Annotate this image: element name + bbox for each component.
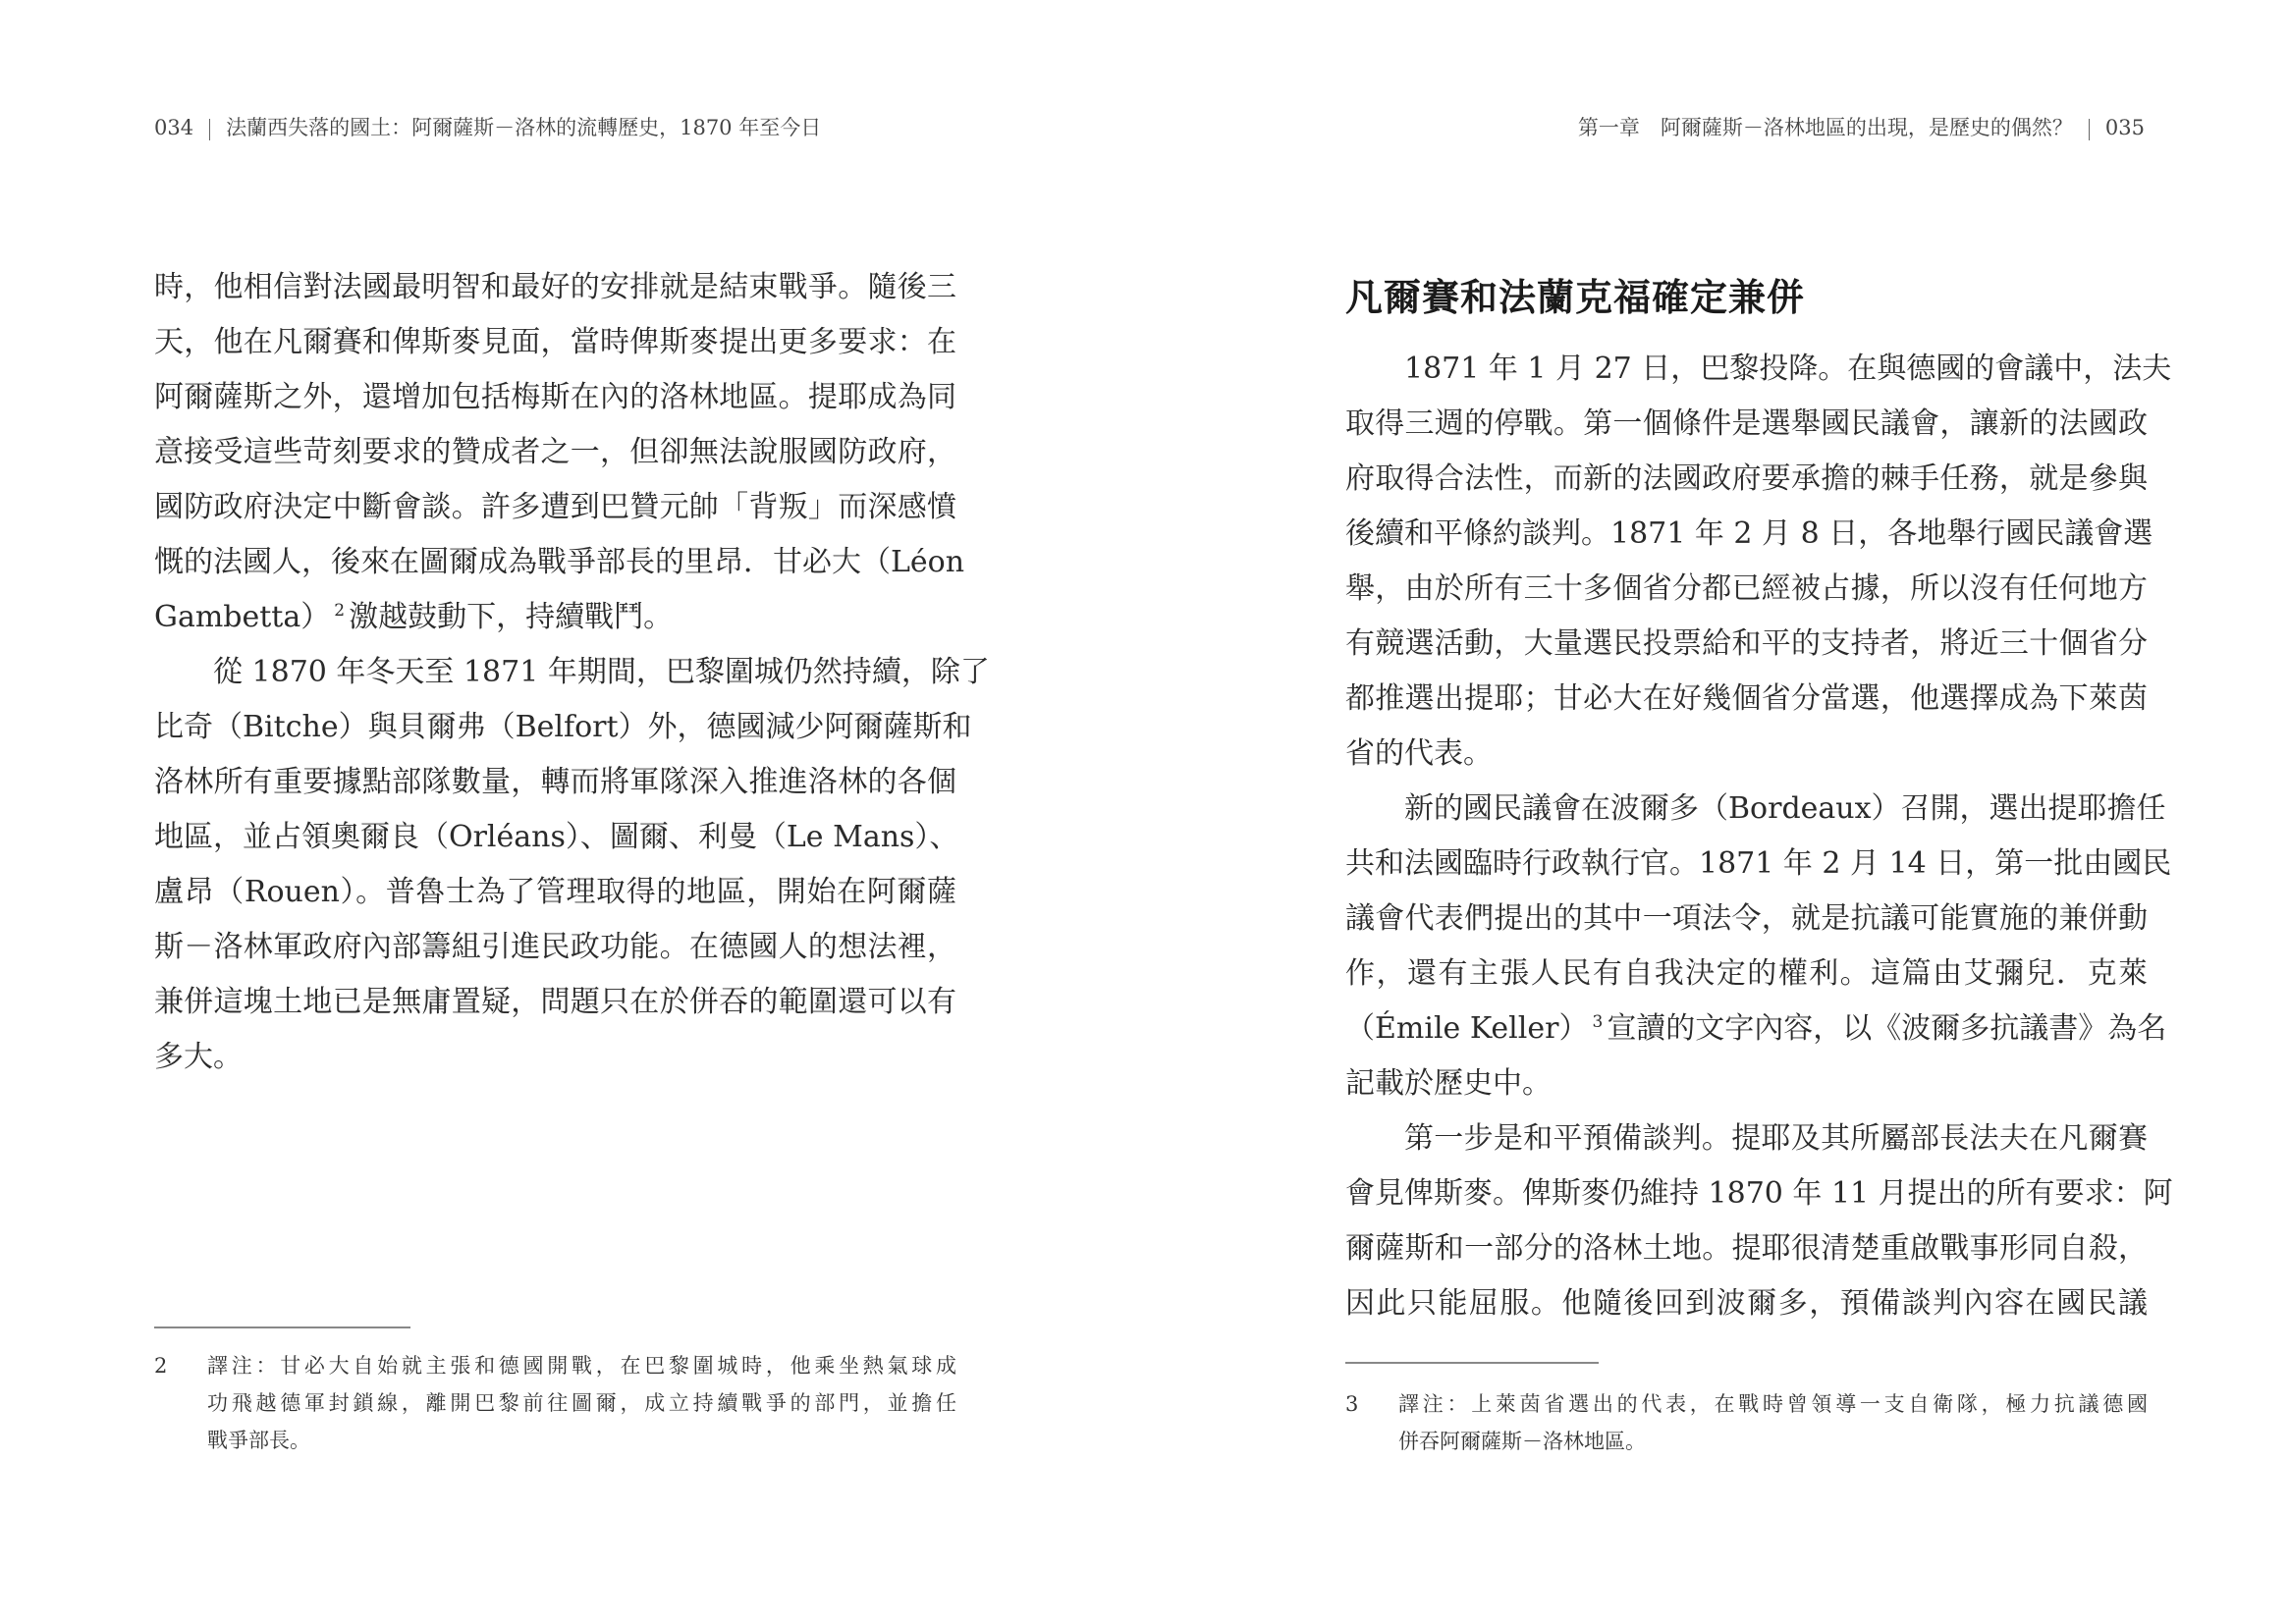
footnote-number: 2: [154, 1354, 168, 1378]
text-line: [1345, 837, 2172, 892]
footnote-reference: 3: [1592, 1012, 1604, 1032]
line-text: 比奇（Bitche）與貝爾弗（Belfort）外，德國減少阿爾薩斯和: [154, 710, 972, 744]
text-line: [154, 755, 956, 810]
right-page: [1145, 0, 2289, 1624]
text-line: [1345, 1276, 2148, 1331]
footnote-line: 功飛越德軍封鎖線，離開巴黎前往圖爾，成立持續戰爭的部門，並擔任: [207, 1391, 956, 1415]
line-text: 慨的法國人，後來在圖爾成為戰爭部長的里昂．甘必大（Léon: [154, 545, 965, 579]
text-line: [154, 1030, 956, 1085]
footnote-rule: [1345, 1362, 1599, 1364]
line-text: 洛林所有重要據點部隊數量，轉而將軍隊深入推進洛林的各個: [154, 765, 956, 799]
text-line: [1345, 1056, 2148, 1111]
footnote: [154, 1347, 956, 1459]
line-text: 新的國民議會在波爾多（Bordeaux）召開，選出提耶擔任: [1404, 791, 2166, 826]
body-text: [1345, 342, 2173, 1331]
text-line: [1345, 727, 2148, 782]
line-text: 激越鼓動下，持續戰鬥。: [349, 600, 674, 634]
line-text: 1871 年 1 月 27 日，巴黎投降。在與德國的會議中，法夫: [1404, 352, 2172, 386]
text-line: [154, 975, 956, 1030]
text-line: [1345, 452, 2148, 507]
running-header: [154, 114, 821, 141]
line-text: 後續和平條約談判。1871 年 2 月 8 日，各地舉行國民議會選: [1345, 516, 2153, 551]
footnote-line: 戰爭部長。: [207, 1429, 310, 1452]
text-line: [154, 260, 956, 315]
text-line: [1345, 947, 2148, 1001]
text-line: [1345, 892, 2148, 947]
line-text: 會見俾斯麥。俾斯麥仍維持 1870 年 11 月提出的所有要求：阿: [1345, 1176, 2173, 1211]
line-text: 有競選活動，大量選民投票給和平的支持者，將近三十個省分: [1345, 626, 2148, 661]
footnote-rule: [154, 1326, 410, 1328]
line-text: 盧昂（Rouen）。普魯士為了管理取得的地區，開始在阿爾薩: [154, 875, 956, 909]
page-number: 034: [154, 116, 194, 139]
footnote-reference: 2: [334, 601, 346, 621]
text-line: [1345, 1001, 2167, 1056]
text-line: [154, 700, 972, 755]
header-divider: [2089, 119, 2090, 140]
line-text: 議會代表們提出的其中一項法令，就是抗議可能實施的兼併動: [1345, 901, 2148, 936]
running-title: 第一章 阿爾薩斯－洛林地區的出現，是歷史的偶然？: [1577, 116, 2073, 139]
footnote: [1345, 1385, 2148, 1460]
line-text: 舉，由於所有三十多個省分都已經被占據，所以沒有任何地方: [1345, 571, 2148, 606]
text-line: [154, 645, 990, 700]
section-heading: 凡爾賽和法蘭克福確定兼併: [1345, 275, 1806, 319]
text-line: [1345, 672, 2148, 727]
line-text: 阿爾薩斯之外，還增加包括梅斯在內的洛林地區。提耶成為同: [154, 380, 956, 414]
text-line: [154, 315, 956, 370]
text-line: [154, 370, 956, 425]
line-text: 爾薩斯和一部分的洛林土地。提耶很清楚重啟戰事形同自殺，: [1345, 1231, 2148, 1266]
line-text: 第一步是和平預備談判。提耶及其所屬部長法夫在凡爾賽: [1404, 1121, 2148, 1156]
page-number: 035: [2104, 116, 2145, 139]
header-divider: [209, 119, 210, 140]
text-line: [1345, 342, 2172, 397]
text-line: [154, 480, 956, 535]
text-line: [1345, 1111, 2148, 1166]
line-text: 記載於歷史中。: [1345, 1066, 1552, 1101]
line-text: 取得三週的停戰。第一個條件是選舉國民議會，讓新的法國政: [1345, 406, 2148, 441]
line-text: 作，還有主張人民有自我決定的權利。這篇由艾彌兒．克萊: [1345, 956, 2148, 991]
line-text: 都推選出提耶；甘必大在好幾個省分當選，他選擇成為下萊茵: [1345, 681, 2148, 716]
line-text: 府取得合法性，而新的法國政府要承擔的棘手任務，就是參與: [1345, 461, 2148, 496]
text-line: [1345, 397, 2148, 452]
footnote-number: 3: [1345, 1392, 1359, 1416]
body-text: [154, 260, 990, 1085]
line-text: Gambetta）: [154, 600, 331, 634]
line-text: 宣讀的文字內容，以《波爾多抗議書》為名: [1607, 1011, 2167, 1046]
text-line: [154, 920, 956, 975]
line-text: 多大。: [154, 1040, 243, 1074]
text-line: [1345, 562, 2148, 617]
footnote-line: 譯注：上萊茵省選出的代表，在戰時曾領導一支自衛隊，極力抗議德國: [1398, 1392, 2148, 1416]
footnote-line: 併吞阿爾薩斯－洛林地區。: [1398, 1430, 1646, 1453]
line-text: 國防政府決定中斷會談。許多遭到巴贊元帥「背叛」而深感憤: [154, 490, 956, 524]
line-text: 時，他相信對法國最明智和最好的安排就是結束戰爭。隨後三: [154, 270, 956, 304]
line-text: 從 1870 年冬天至 1871 年期間，巴黎圍城仍然持續，除了: [213, 655, 990, 689]
line-text: 斯－洛林軍政府內部籌組引進民政功能。在德國人的想法裡，: [154, 930, 956, 964]
text-line: [154, 535, 965, 590]
left-page: [0, 0, 1144, 1624]
line-text: （Émile Keller）: [1345, 1011, 1589, 1046]
text-line: [1345, 1166, 2173, 1221]
text-line: [154, 810, 959, 865]
line-text: 天，他在凡爾賽和俾斯麥見面，當時俾斯麥提出更多要求：在: [154, 325, 956, 359]
text-line: [1345, 782, 2166, 837]
line-text: 兼併這塊土地已是無庸置疑，問題只在於併吞的範圍還可以有: [154, 985, 956, 1019]
text-line: [1345, 617, 2148, 672]
line-text: 意接受這些苛刻要求的贊成者之一，但卻無法說服國防政府，: [154, 435, 956, 469]
text-line: [1345, 507, 2153, 562]
text-line: [154, 590, 956, 645]
text-line: [154, 865, 956, 920]
footnote-line: 譯注：甘必大自始就主張和德國開戰，在巴黎圍城時，他乘坐熱氣球成: [207, 1354, 956, 1378]
line-text: 因此只能屈服。他隨後回到波爾多，預備談判內容在國民議: [1345, 1286, 2148, 1321]
running-title: 法蘭西失落的國土：阿爾薩斯－洛林的流轉歷史，1870 年至今日: [226, 116, 822, 139]
line-text: 地區，並占領奧爾良（Orléans）、圖爾、利曼（Le Mans）、: [154, 820, 959, 854]
line-text: 省的代表。: [1345, 736, 1493, 771]
line-text: 共和法國臨時行政執行官。1871 年 2 月 14 日，第一批由國民: [1345, 846, 2172, 881]
text-line: [154, 425, 956, 480]
running-header: [1578, 114, 2145, 141]
text-line: [1345, 1221, 2148, 1276]
